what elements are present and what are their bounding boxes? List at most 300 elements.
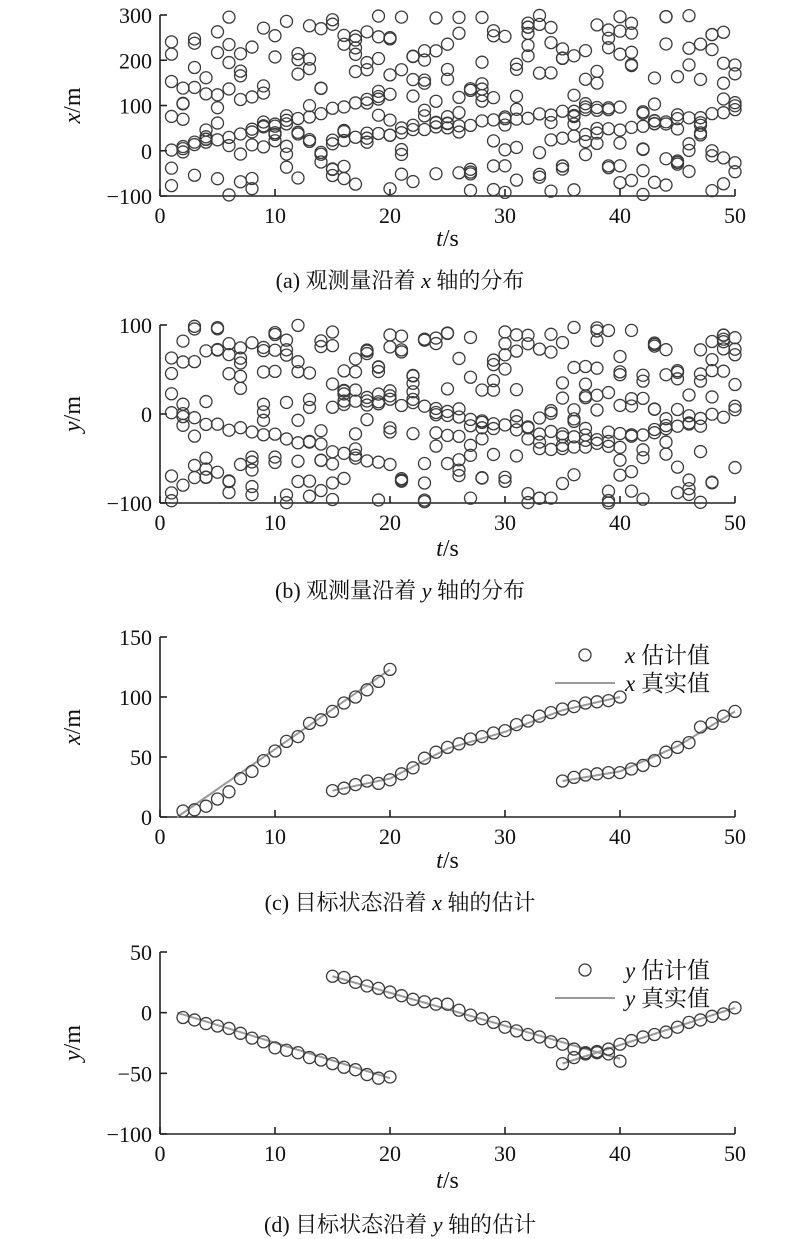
estimate-point (361, 775, 373, 787)
estimate-point (373, 777, 385, 789)
clutter-point (200, 88, 212, 100)
clutter-point (626, 324, 638, 336)
clutter-point (557, 392, 569, 404)
clutter-point (568, 89, 580, 101)
clutter-point (258, 414, 270, 426)
clutter-point (200, 396, 212, 408)
observation-point (166, 144, 178, 156)
x-tick-label: 40 (609, 510, 631, 535)
clutter-point (580, 360, 592, 372)
observation-point (338, 101, 350, 113)
observation-point (603, 123, 615, 135)
legend (555, 643, 710, 696)
clutter-point (637, 188, 649, 200)
clutter-point (419, 333, 431, 345)
clutter-point (189, 459, 201, 471)
x-axis-label: t/s (436, 536, 459, 562)
clutter-point (407, 428, 419, 440)
clutter-point (373, 109, 385, 121)
clutter-point (591, 77, 603, 89)
observation-point (189, 412, 201, 424)
panel-caption: (a) 观测量沿着 x 轴的分布 (275, 268, 525, 293)
clutter-point (189, 320, 201, 332)
panel-caption: (c) 目标状态沿着 x 轴的估计 (264, 890, 536, 915)
clutter-point (695, 344, 707, 356)
clutter-point (304, 435, 316, 447)
observation-points (166, 319, 742, 509)
clutter-point (281, 15, 293, 27)
clutter-point (442, 383, 454, 395)
clutter-point (407, 51, 419, 63)
observation-point (557, 132, 569, 144)
clutter-point (603, 24, 615, 36)
estimate-point (212, 793, 224, 805)
clutter-point (338, 126, 350, 138)
clutter-point (476, 78, 488, 90)
clutter-point (258, 80, 270, 92)
clutter-point (235, 176, 247, 188)
clutter-point (304, 100, 316, 112)
clutter-point (189, 169, 201, 181)
y-axis-label: y/m (60, 1025, 86, 1061)
estimate-point (580, 769, 592, 781)
clutter-point (511, 345, 523, 357)
observation-point (338, 447, 350, 459)
observation-point (315, 438, 327, 450)
clutter-point (660, 436, 672, 448)
estimate-point (235, 773, 247, 785)
clutter-point (591, 404, 603, 416)
clutter-point (350, 178, 362, 190)
clutter-point (419, 77, 431, 89)
clutter-point (522, 338, 534, 350)
clutter-point (534, 18, 546, 30)
observation-point (637, 120, 649, 132)
clutter-point (637, 452, 649, 464)
clutter-point (534, 412, 546, 424)
clutter-point (580, 73, 592, 85)
observation-point (488, 114, 500, 126)
truth-line (333, 697, 621, 791)
clutter-point (522, 433, 534, 445)
clutter-point (706, 391, 718, 403)
clutter-point (706, 477, 718, 489)
observation-point (580, 434, 592, 446)
clutter-point (200, 345, 212, 357)
clutter-point (649, 403, 661, 415)
clutter-point (212, 89, 224, 101)
clutter-point (384, 329, 396, 341)
clutter-point (614, 369, 626, 381)
observation-point (718, 411, 730, 423)
clutter-point (304, 20, 316, 32)
clutter-point (614, 350, 626, 362)
clutter-point (591, 334, 603, 346)
clutter-point (292, 455, 304, 467)
observation-point (580, 128, 592, 140)
clutter-point (545, 405, 557, 417)
clutter-point (649, 118, 661, 130)
clutter-point (235, 370, 247, 382)
clutter-point (476, 56, 488, 68)
clutter-point (568, 118, 580, 130)
clutter-point (545, 134, 557, 146)
clutter-point (568, 469, 580, 481)
clutter-point (200, 72, 212, 84)
clutter-point (315, 82, 327, 94)
observation-point (522, 112, 534, 124)
clutter-point (614, 25, 626, 37)
clutter-point (223, 189, 235, 201)
clutter-point (246, 91, 258, 103)
clutter-point (327, 340, 339, 352)
observation-point (315, 108, 327, 120)
clutter-point (706, 29, 718, 41)
x-tick-label: 50 (724, 1141, 746, 1166)
clutter-point (614, 177, 626, 189)
observation-point (649, 424, 661, 436)
clutter-point (672, 403, 684, 415)
y-tick-label: 50 (130, 940, 152, 965)
observation-point (235, 422, 247, 434)
clutter-point (660, 179, 672, 191)
truth-line (563, 711, 736, 781)
clutter-point (189, 81, 201, 93)
clutter-point (557, 336, 569, 348)
clutter-point (580, 136, 592, 148)
clutter-point (580, 149, 592, 161)
observation-point (246, 426, 258, 438)
clutter-point (591, 362, 603, 374)
clutter-point (591, 389, 603, 401)
observation-points (166, 9, 742, 200)
clutter-point (614, 469, 626, 481)
y-tick-label: 100 (119, 93, 152, 119)
clutter-point (718, 365, 730, 377)
clutter-point (384, 341, 396, 353)
y-tick-label: 300 (119, 3, 152, 28)
clutter-point (419, 74, 431, 86)
clutter-point (258, 87, 270, 99)
clutter-point (683, 418, 695, 430)
clutter-point (350, 428, 362, 440)
clutter-point (453, 11, 465, 23)
x-axis-label: t/s (436, 848, 459, 874)
x-axis-label: t/s (436, 226, 459, 252)
clutter-point (683, 59, 695, 71)
x-tick-label: 20 (379, 824, 401, 849)
clutter-point (660, 344, 672, 356)
clutter-point (281, 489, 293, 501)
estimate-point (177, 1012, 189, 1024)
clutter-point (683, 389, 695, 401)
clutter-point (545, 67, 557, 79)
observation-point (557, 443, 569, 455)
observation-point (373, 127, 385, 139)
clutter-point (453, 403, 465, 415)
clutter-point (695, 73, 707, 85)
clutter-point (695, 38, 707, 50)
clutter-point (499, 363, 511, 375)
clutter-point (235, 458, 247, 470)
clutter-point (419, 477, 431, 489)
observation-point (614, 124, 626, 136)
observation-point (384, 458, 396, 470)
clutter-point (166, 48, 178, 60)
clutter-point (189, 323, 201, 335)
observation-point (292, 437, 304, 449)
clutter-point (660, 38, 672, 50)
clutter-point (407, 90, 419, 102)
y-axis-label: x/m (60, 709, 86, 745)
clutter-point (660, 369, 672, 381)
clutter-point (729, 332, 741, 344)
x-tick-label: 50 (724, 510, 746, 535)
clutter-point (591, 65, 603, 77)
clutter-point (419, 334, 431, 346)
x-tick-label: 10 (264, 203, 286, 228)
observation-point (327, 102, 339, 114)
clutter-point (545, 407, 557, 419)
clutter-point (430, 45, 442, 57)
clutter-point (476, 433, 488, 445)
legend-entry: y 估计值 (625, 958, 710, 983)
clutter-point (258, 345, 270, 357)
clutter-point (557, 439, 569, 451)
clutter-point (614, 137, 626, 149)
clutter-point (396, 330, 408, 342)
clutter-point (419, 458, 431, 470)
clutter-point (649, 115, 661, 127)
clutter-point (200, 452, 212, 464)
clutter-point (603, 426, 615, 438)
clutter-point (568, 111, 580, 123)
observation-point (269, 428, 281, 440)
clutter-point (361, 26, 373, 38)
clutter-point (258, 366, 270, 378)
clutter-point (396, 475, 408, 487)
clutter-point (166, 162, 178, 174)
x-tick-label: 20 (379, 203, 401, 228)
clutter-point (453, 352, 465, 364)
clutter-point (499, 30, 511, 42)
clutter-point (626, 59, 638, 71)
y-tick-label: 150 (119, 625, 152, 650)
x-tick-label: 30 (494, 203, 516, 228)
clutter-point (603, 387, 615, 399)
clutter-point (189, 472, 201, 484)
clutter-point (511, 384, 523, 396)
clutter-point (166, 36, 178, 48)
clutter-point (637, 392, 649, 404)
clutter-point (315, 485, 327, 497)
clutter-point (614, 48, 626, 60)
clutter-point (166, 470, 178, 482)
clutter-point (223, 486, 235, 498)
clutter-point (258, 398, 270, 410)
x-tick-label: 40 (609, 1141, 631, 1166)
observation-point (419, 400, 431, 412)
clutter-point (327, 401, 339, 413)
clutter-point (430, 427, 442, 439)
estimate-point (315, 1054, 327, 1066)
clutter-point (177, 356, 189, 368)
clutter-point (177, 335, 189, 347)
clutter-point (281, 396, 293, 408)
clutter-point (591, 19, 603, 31)
clutter-point (545, 328, 557, 340)
clutter-point (223, 140, 235, 152)
clutter-point (189, 61, 201, 73)
clutter-point (453, 167, 465, 179)
observation-point (166, 407, 178, 419)
clutter-point (706, 44, 718, 56)
clutter-point (442, 38, 454, 50)
observation-point (327, 378, 339, 390)
x-tick-label: 0 (154, 203, 166, 228)
observation-point (465, 119, 477, 131)
clutter-point (729, 97, 741, 109)
clutter-point (660, 11, 672, 23)
clutter-point (292, 476, 304, 488)
clutter-point (465, 184, 477, 196)
observation-point (706, 408, 718, 420)
clutter-point (488, 448, 500, 460)
clutter-point (384, 129, 396, 141)
clutter-point (626, 485, 638, 497)
clutter-point (568, 361, 580, 373)
observation-point (683, 112, 695, 124)
clutter-point (315, 425, 327, 437)
clutter-point (672, 461, 684, 473)
clutter-point (189, 430, 201, 442)
clutter-point (350, 66, 362, 78)
clutter-point (350, 395, 362, 407)
estimate-point (292, 1047, 304, 1059)
clutter-point (614, 160, 626, 172)
clutter-point (534, 168, 546, 180)
clutter-point (488, 135, 500, 147)
clutter-point (557, 163, 569, 175)
clutter-point (269, 365, 281, 377)
clutter-point (430, 168, 442, 180)
clutter-point (212, 173, 224, 185)
clutter-point (338, 365, 350, 377)
clutter-point (258, 341, 270, 353)
clutter-point (442, 458, 454, 470)
clutter-point (373, 494, 385, 506)
estimate-point (258, 1036, 270, 1048)
clutter-point (626, 60, 638, 72)
clutter-point (442, 429, 454, 441)
estimate-point (511, 719, 523, 731)
clutter-point (281, 140, 293, 152)
clutter-point (407, 74, 419, 86)
observation-point (419, 124, 431, 136)
observation-point (568, 130, 580, 142)
estimate-point (327, 1058, 339, 1070)
clutter-point (304, 490, 316, 502)
y-axis-label: x/m (60, 87, 86, 124)
clutter-point (683, 10, 695, 22)
clutter-point (212, 117, 224, 129)
clutter-point (361, 64, 373, 76)
observation-point (614, 441, 626, 453)
estimate-point (223, 786, 235, 798)
clutter-point (327, 458, 339, 470)
clutter-point (568, 50, 580, 62)
observation-point (396, 399, 408, 411)
clutter-point (476, 384, 488, 396)
clutter-point (672, 487, 684, 499)
clutter-point (568, 321, 580, 333)
clutter-point (568, 184, 580, 196)
y-tick-label: 100 (119, 313, 152, 338)
x-tick-label: 40 (609, 203, 631, 228)
clutter-point (304, 63, 316, 75)
clutter-point (166, 388, 178, 400)
estimate-point (614, 1055, 626, 1067)
clutter-point (223, 476, 235, 488)
clutter-point (246, 139, 258, 151)
clutter-point (373, 31, 385, 43)
clutter-point (292, 414, 304, 426)
observation-point (614, 428, 626, 440)
clutter-point (396, 11, 408, 23)
clutter-point (177, 113, 189, 125)
observation-point (200, 136, 212, 148)
clutter-point (557, 428, 569, 440)
y-tick-label: 200 (119, 48, 152, 74)
clutter-point (396, 64, 408, 76)
clutter-point (177, 408, 189, 420)
clutter-point (419, 45, 431, 57)
clutter-point (315, 454, 327, 466)
clutter-point (534, 343, 546, 355)
clutter-point (534, 67, 546, 79)
estimate-point (246, 765, 258, 777)
clutter-point (246, 481, 258, 493)
observation-point (580, 441, 592, 453)
observation-point (200, 418, 212, 430)
clutter-point (373, 53, 385, 65)
clutter-point (683, 165, 695, 177)
clutter-point (465, 371, 477, 383)
clutter-point (706, 365, 718, 377)
clutter-point (511, 141, 523, 153)
clutter-point (545, 443, 557, 455)
observation-point (350, 97, 362, 109)
clutter-point (511, 90, 523, 102)
clutter-point (649, 72, 661, 84)
observation-point (718, 107, 730, 119)
clutter-point (350, 353, 362, 365)
clutter-point (304, 475, 316, 487)
observation-point (476, 115, 488, 127)
y-tick-label: −100 (106, 491, 152, 516)
clutter-point (338, 160, 350, 172)
observation-point (327, 446, 339, 458)
clutter-point (292, 172, 304, 184)
observation-point (626, 121, 638, 133)
clutter-point (235, 48, 247, 60)
clutter-point (557, 160, 569, 172)
clutter-point (603, 42, 615, 54)
clutter-point (488, 92, 500, 104)
clutter-point (718, 93, 730, 105)
clutter-point (166, 76, 178, 88)
clutter-point (327, 477, 339, 489)
